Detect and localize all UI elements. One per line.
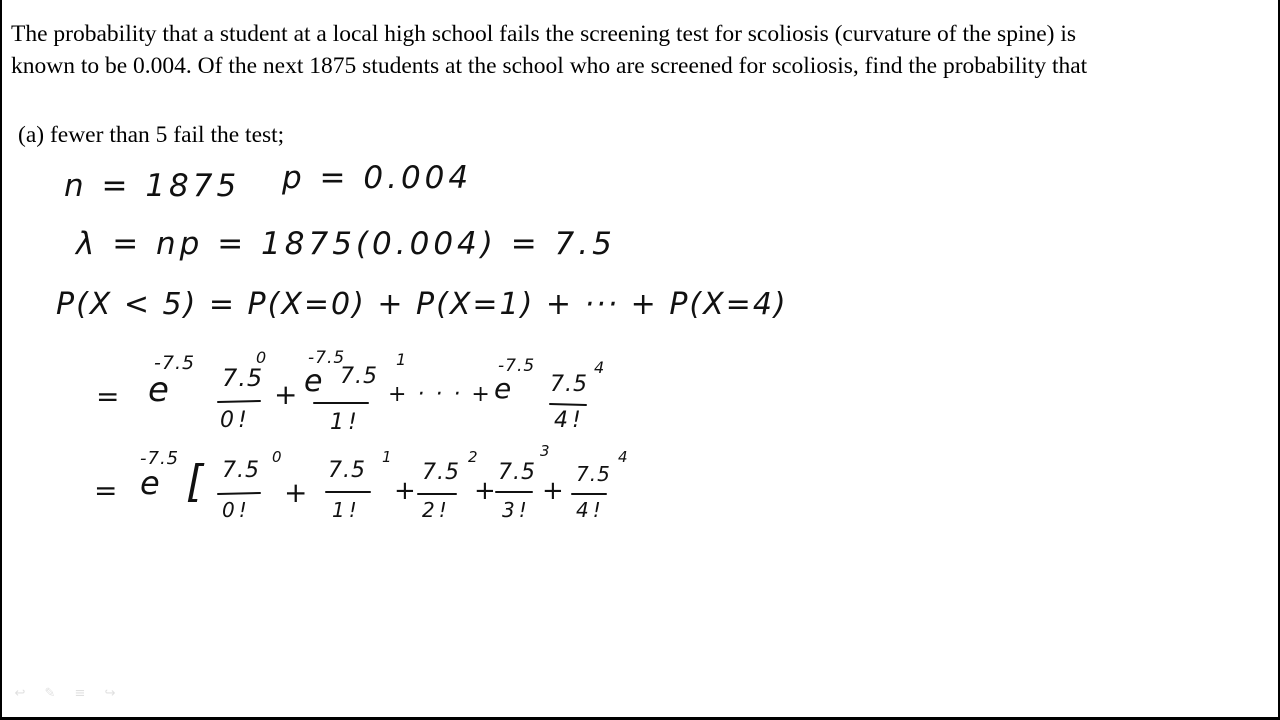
hw-l4-t1-exp: -7.5 <box>308 348 346 368</box>
hw-l5-t2-pow: 2 <box>468 448 482 466</box>
hw-l5-t1-pow: 1 <box>382 448 396 466</box>
hw-l4-e: e <box>148 370 173 410</box>
pen-icon[interactable]: ✎ <box>44 686 56 701</box>
hw-l5-equals: = <box>94 474 122 507</box>
hw-l4-t0-num: 7.5 <box>222 364 264 392</box>
fraction-bar <box>218 493 260 494</box>
hw-l5-t1-den: 1! <box>332 498 361 522</box>
hw-l5-t3-den: 3! <box>502 498 531 522</box>
hw-l5-t4-pow: 4 <box>618 448 632 466</box>
hw-l5-t0-pow: 0 <box>272 448 286 466</box>
hw-p-value: p = 0.004 <box>282 160 473 196</box>
hw-l5-t1-num: 7.5 <box>328 458 366 483</box>
hw-l5-t0-den: 0! <box>222 498 251 522</box>
hw-l4-t4-pow: 4 <box>594 358 609 377</box>
hw-l5-t3-num: 7.5 <box>498 460 536 485</box>
hw-l4-t4-exp: -7.5 <box>498 356 536 376</box>
hw-l4-exp: -7.5 <box>154 352 196 374</box>
part-a-prompt: (a) fewer than 5 fail the test; <box>18 122 285 148</box>
fraction-bar <box>218 401 260 402</box>
problem-line-2: known to be 0.004. Of the next 1875 students at the school who are screened for scoliosis, find the probability that <box>11 53 1088 79</box>
hw-l5-t2-num: 7.5 <box>422 460 460 485</box>
hw-l5-bracket: [ <box>186 456 208 507</box>
hw-l4-equals: = <box>96 380 124 413</box>
hw-l5-t4-den: 4! <box>576 498 605 522</box>
redo-icon[interactable]: ↪ <box>104 686 116 701</box>
hw-l4-t1-e: e <box>304 364 327 399</box>
hw-l4-t1-den: 1! <box>330 410 361 435</box>
hw-l5-t4-num: 7.5 <box>576 462 611 486</box>
whiteboard-toolbar <box>10 686 120 702</box>
whiteboard-page <box>2 0 1278 717</box>
hw-l4-t1-num: 7.5 <box>340 364 378 389</box>
hw-l4-t1-pow: 1 <box>396 350 411 369</box>
hw-l5-exp: -7.5 <box>140 448 180 469</box>
hw-l4-plus-1: + <box>274 378 302 411</box>
hw-l4-t0-pow: 0 <box>256 348 271 367</box>
hw-l5-plus-3: + <box>474 476 500 506</box>
hw-l5-e: e <box>140 464 164 502</box>
hw-l5-plus-2: + <box>394 476 420 506</box>
hw-l4-dots: + · · · + <box>388 382 492 407</box>
hw-l5-plus-4: + <box>542 476 568 506</box>
hw-l4-t0-den: 0! <box>220 408 251 433</box>
fraction-bar <box>550 404 586 405</box>
hw-n-value: n = 1875 <box>64 168 241 204</box>
hw-l4-t4-num: 7.5 <box>550 372 588 397</box>
hw-l4-t4-den: 4! <box>554 408 585 433</box>
menu-icon[interactable]: ≡ <box>74 686 86 701</box>
fraction-bars <box>2 0 1278 717</box>
hw-l5-t0-num: 7.5 <box>222 458 260 483</box>
undo-icon[interactable]: ↩ <box>14 686 26 701</box>
hw-lambda-line: λ = np = 1875(0.004) = 7.5 <box>76 226 616 262</box>
hw-probability-sum: P(X < 5) = P(X=0) + P(X=1) + ··· + P(X=4) <box>56 287 788 322</box>
hw-l5-t3-pow: 3 <box>540 442 554 460</box>
hw-l5-plus-1: + <box>284 476 312 509</box>
problem-line-1: The probability that a student at a local high school fails the screening test for scoliosis (curvature of the spine) is <box>11 21 1077 47</box>
hw-l5-t2-den: 2! <box>422 498 451 522</box>
hw-l4-t4-e: e <box>494 372 516 405</box>
